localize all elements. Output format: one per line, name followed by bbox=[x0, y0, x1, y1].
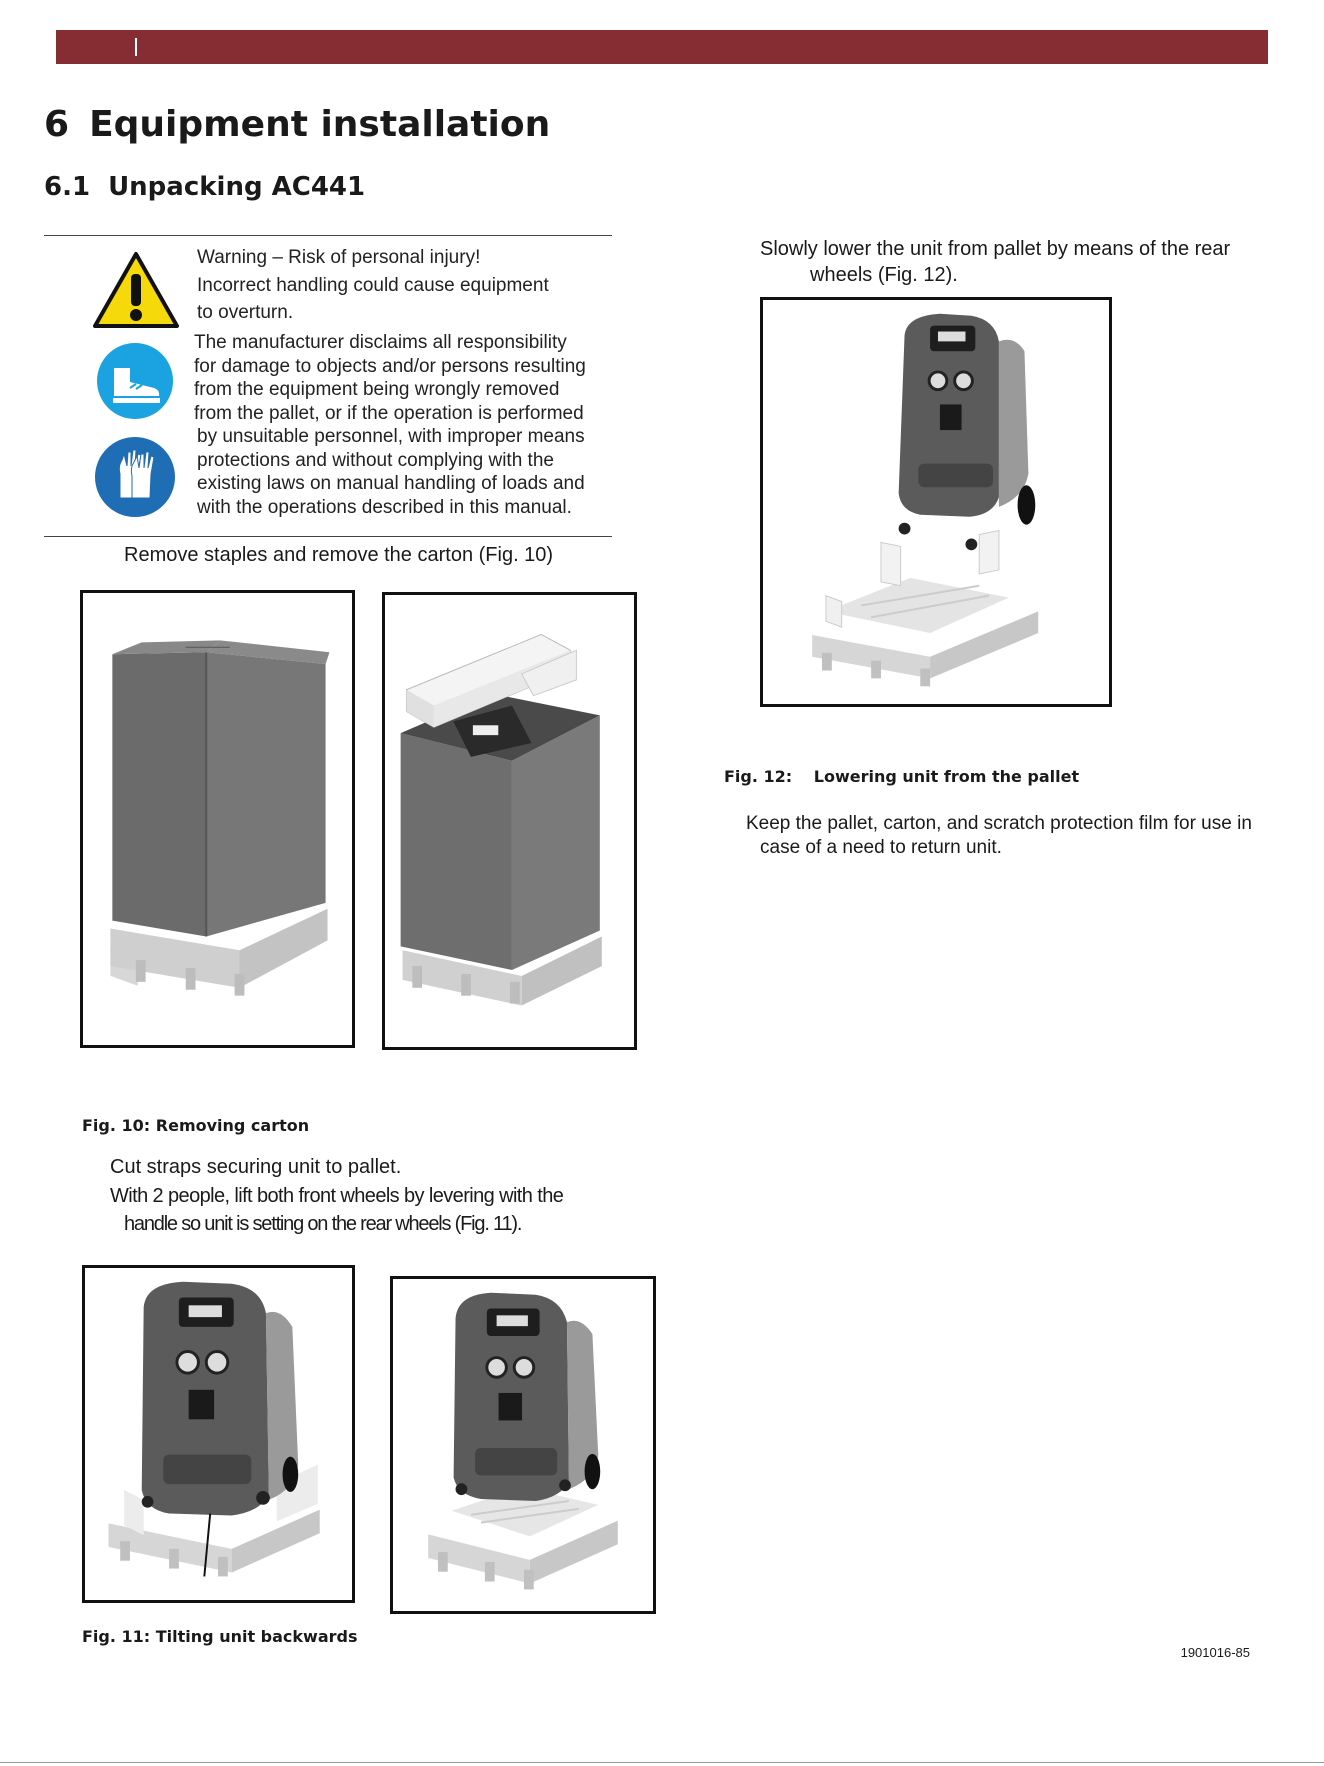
note-keep-packaging bbox=[746, 812, 1252, 860]
disclaimer-line: existing laws on manual handling of loads and bbox=[197, 473, 585, 494]
step-remove-carton: Remove staples and remove the carton (Fig. 10) bbox=[124, 544, 554, 566]
page-subtitle bbox=[44, 172, 365, 202]
disclaimer-line: The manufacturer disclaims all responsibility bbox=[194, 332, 567, 353]
fig10-caption bbox=[82, 1116, 309, 1135]
fig12-caption-text: Lowering unit from the pallet bbox=[813, 767, 1080, 786]
safety-gloves-icon bbox=[94, 436, 176, 518]
section-number: 6 bbox=[44, 104, 70, 145]
warning-lines bbox=[197, 246, 549, 325]
step-line: Slowly lower the unit from pallet by means of the rear bbox=[760, 238, 1231, 260]
note-line: Keep the pallet, carton, and scratch protection film for use in bbox=[746, 813, 1252, 834]
step-line: handle so unit is setting on the rear wheels (Fig. 11). bbox=[124, 1213, 522, 1235]
warning-top-rule bbox=[44, 235, 612, 236]
warning-line: to overturn. bbox=[197, 302, 294, 323]
fig10-caption-text: Removing carton bbox=[155, 1116, 310, 1135]
subsection-title: Unpacking AC441 bbox=[108, 172, 366, 202]
step-lower-unit bbox=[760, 236, 1230, 288]
fig12-caption bbox=[724, 767, 1079, 786]
document-id: 1901016-85 bbox=[1180, 1645, 1250, 1660]
fig12-label: Fig. 12: bbox=[724, 767, 793, 786]
page-bottom-edge bbox=[0, 1762, 1324, 1763]
fig11-unit-on-pallet-image bbox=[82, 1265, 355, 1603]
disclaimer-line: with the operations described in this manual. bbox=[197, 496, 572, 518]
section-title: Equipment installation bbox=[89, 104, 551, 145]
safety-shoe-icon bbox=[96, 342, 174, 420]
fig11-unit-tilted-image bbox=[390, 1276, 656, 1614]
note-line: case of a need to return unit. bbox=[760, 837, 1002, 858]
fig11-caption bbox=[82, 1627, 358, 1646]
fig10-label: Fig. 10: bbox=[82, 1116, 151, 1135]
disclaimer-text bbox=[194, 331, 586, 519]
disclaimer-line: by unsuitable personnel, with improper means bbox=[197, 426, 585, 447]
fig12-lowering-unit-image bbox=[760, 297, 1112, 707]
fig11-label: Fig. 11: bbox=[82, 1627, 151, 1646]
header-bar bbox=[56, 30, 1268, 64]
subsection-number: 6.1 bbox=[44, 172, 91, 202]
step-line: wheels (Fig. 12). bbox=[810, 264, 958, 286]
warning-triangle-icon bbox=[92, 250, 180, 330]
step-line: With 2 people, lift both front wheels by levering with the bbox=[110, 1185, 564, 1207]
warning-line: Incorrect handling could cause equipment bbox=[197, 274, 549, 296]
fig11-caption-text: Tilting unit backwards bbox=[155, 1627, 358, 1646]
step-cut-straps: Cut straps securing unit to pallet. bbox=[110, 1156, 402, 1178]
header-separator bbox=[135, 38, 137, 56]
disclaimer-line: from the equipment being wrongly removed bbox=[194, 379, 560, 400]
disclaimer-line: for damage to objects and/or persons resulting bbox=[194, 355, 586, 377]
disclaimer-line: from the pallet, or if the operation is performed bbox=[194, 402, 584, 424]
disclaimer-line: protections and without complying with the bbox=[197, 449, 554, 471]
warning-line: Warning – Risk of personal injury! bbox=[197, 247, 481, 268]
step-lift-front-wheels bbox=[110, 1183, 563, 1237]
fig10-carton-closed-image bbox=[80, 590, 355, 1048]
warning-bottom-rule bbox=[44, 536, 612, 537]
fig10-carton-open-image bbox=[382, 592, 637, 1050]
page-title bbox=[44, 104, 550, 145]
